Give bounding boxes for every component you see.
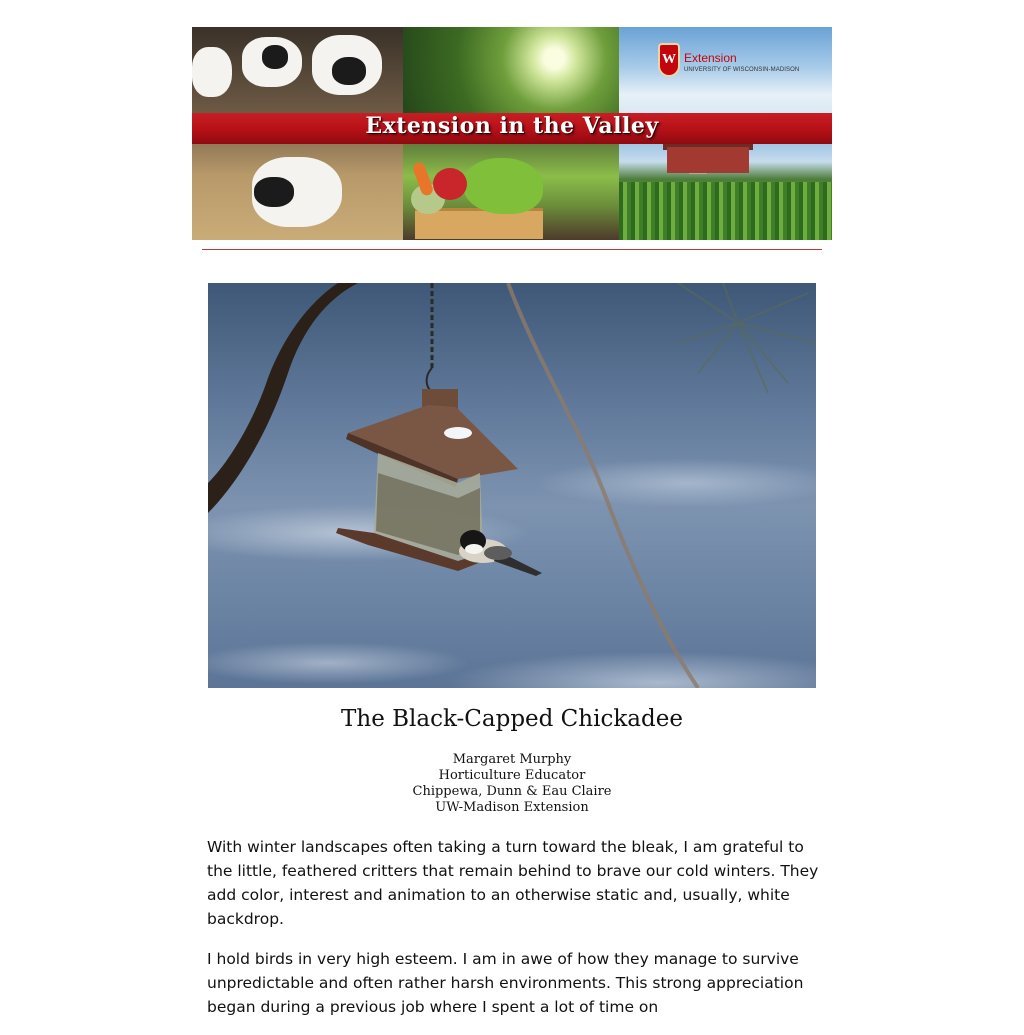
uw-crest-icon: W [658, 43, 680, 77]
article-paragraph: I hold birds in very high esteem. I am in awe of how they manage to survive unpredictable and often rather harsh environments. This strong appreciation began during a previous job where I spent a lot of time on [207, 950, 804, 1016]
author-counties: Chippewa, Dunn & Eau Claire [412, 784, 612, 799]
chickadee-feeder-illustration [208, 283, 816, 688]
banner-photo-forest [403, 27, 619, 117]
banner-photo-farm [619, 142, 832, 240]
author-organization: UW-Madison Extension [435, 800, 589, 815]
banner-photo-vegetables [403, 142, 619, 240]
banner-title: Extension in the Valley [365, 113, 659, 139]
article-byline [208, 752, 816, 816]
article-paragraph: With winter landscapes often taking a turn toward the bleak, I am grateful to the little, feathered critters that remain behind to brave our cold winters. They add color, interest and animation to an otherwise static and, usually, white backdrop. [207, 838, 819, 928]
author-name: Margaret Murphy [452, 752, 572, 767]
uw-extension-logo[interactable] [655, 43, 823, 83]
logo-subtitle: UNIVERSITY OF WISCONSIN-MADISON [684, 67, 800, 73]
header-banner [192, 27, 832, 240]
article-title: The Black-Capped Chickadee [341, 706, 683, 732]
author-role: Horticulture Educator [438, 768, 586, 783]
article-body [207, 835, 819, 1035]
banner-title-band [192, 113, 832, 144]
header-divider [202, 249, 822, 250]
logo-title: Extension [684, 51, 737, 65]
article-hero-image [208, 283, 816, 688]
